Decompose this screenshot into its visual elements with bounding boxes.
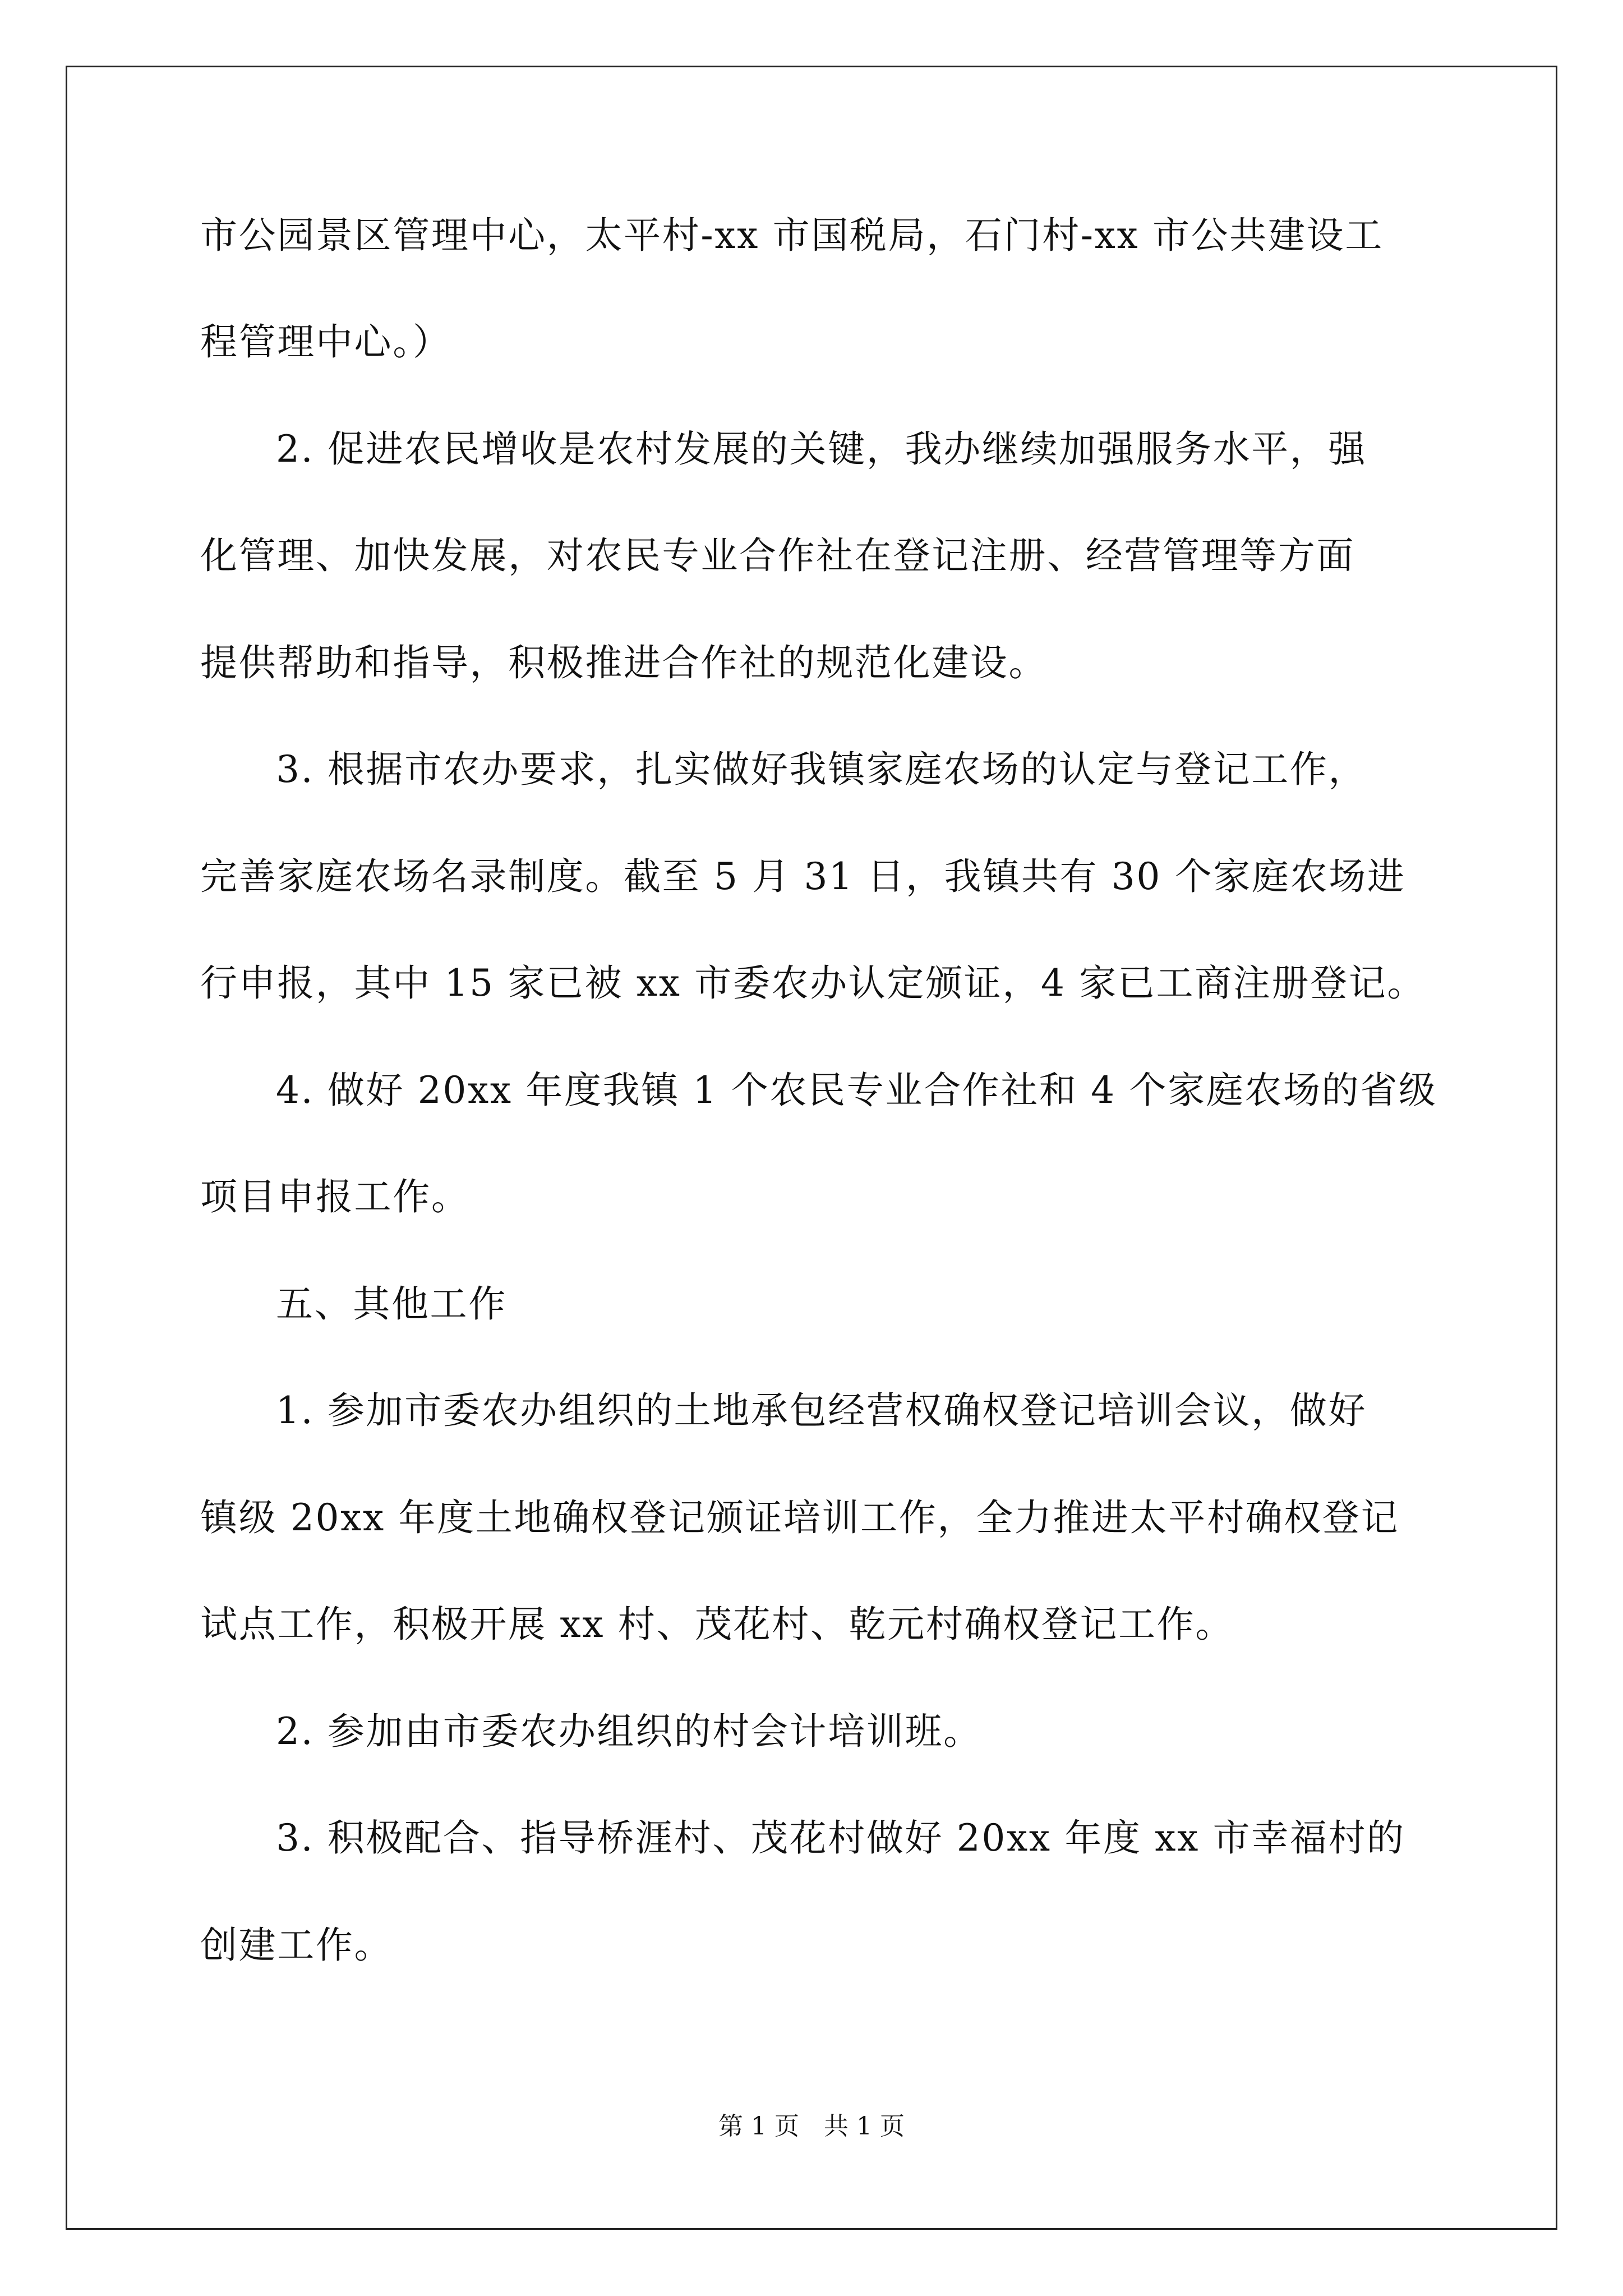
text-line: 化管理、加快发展，对农民专业合作社在登记注册、经营管理等方面 [200, 534, 1355, 577]
text-line: 完善家庭农场名录制度。截至 5 月 31 日，我镇共有 30 个家庭农场进 [200, 855, 1406, 898]
page-number: 第 1 页 [718, 2112, 799, 2141]
page-total: 共 1 页 [824, 2112, 905, 2141]
page-footer [0, 2110, 1623, 2143]
paragraph-start-line: 2. 促进农民增收是农村发展的关键，我办继续加强服务水平，强 [276, 427, 1367, 471]
text-line: 行申报，其中 15 家已被 xx 市委农办认定颁证，4 家已工商注册登记。 [200, 961, 1426, 1005]
text-line: 试点工作，积极开展 xx 村、茂花村、乾元村确权登记工作。 [200, 1603, 1234, 1646]
text-line: 程管理中心。） [200, 320, 451, 364]
paragraph-start-line: 2. 参加由市委农办组织的村会计培训班。 [276, 1710, 982, 1753]
text-line: 创建工作。 [200, 1924, 393, 1967]
paragraph-start-line: 3. 根据市农办要求，扎实做好我镇家庭农场的认定与登记工作， [276, 748, 1367, 791]
page-border [66, 66, 1557, 2230]
paragraph-start-line: 4. 做好 20xx 年度我镇 1 个农民专业合作社和 4 个家庭农场的省级 [276, 1069, 1437, 1112]
text-line: 市公园景区管理中心，太平村-xx 市国税局，石门村-xx 市公共建设工 [200, 214, 1384, 257]
text-line: 提供帮助和指导，积极推进合作社的规范化建设。 [200, 641, 1048, 684]
text-line: 镇级 20xx 年度土地确权登记颁证培训工作，全力推进太平村确权登记 [200, 1496, 1400, 1539]
text-line: 项目申报工作。 [200, 1175, 470, 1218]
paragraph-start-line: 3. 积极配合、指导桥涯村、茂花村做好 20xx 年度 xx 市幸福村的 [276, 1816, 1405, 1860]
paragraph-start-line: 1. 参加市委农办组织的土地承包经营权确权登记培训会议，做好 [276, 1389, 1367, 1432]
section-heading: 五、其他工作 [276, 1282, 507, 1326]
